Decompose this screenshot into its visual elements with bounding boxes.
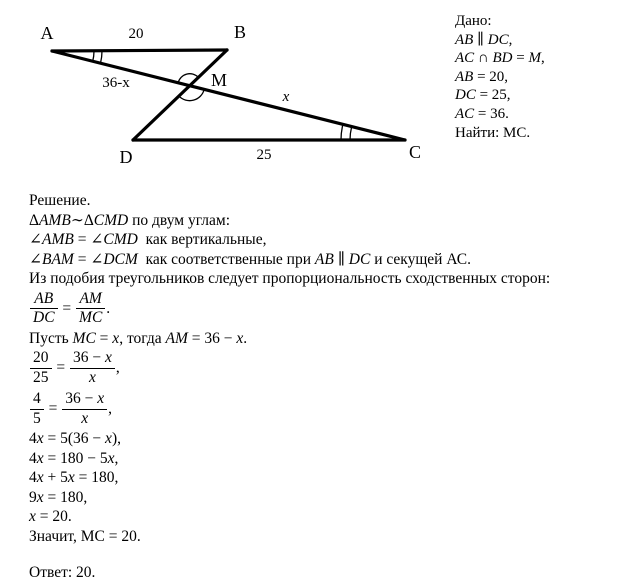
mc-length-label: x xyxy=(282,89,290,105)
ab-length-label: 20 xyxy=(128,26,144,42)
solution-block xyxy=(29,191,617,582)
answer-line: Ответ: 20. xyxy=(29,564,96,582)
angle-mark-c-arc1 xyxy=(350,127,352,140)
given-line-find: Найти: MC. xyxy=(455,124,531,141)
solution-line-let-x: Пусть MC = x, тогда AM = 36 − x. xyxy=(29,329,248,347)
solution-line-eq1: $\frac{20}{25}$ = $\frac{36 - x}{x}$ , xyxy=(29,348,617,388)
given-line-parallel: AB ∥ DC, xyxy=(455,31,513,48)
solution-line-eq6: 9x = 180, xyxy=(29,488,88,506)
segment-bd xyxy=(133,50,227,140)
solution-line-eq5: 4x + 5x = 180, xyxy=(29,469,119,487)
solution-line-eq7: x = 20. xyxy=(29,508,72,526)
given-line-intersection: AC ∩ BD = M, xyxy=(455,50,545,67)
angle-mark-c-arc2 xyxy=(341,124,343,140)
segment-ab xyxy=(52,50,227,51)
am-length-label: 36-x xyxy=(102,75,130,91)
solution-line-vertical-angles: ∠AMB = ∠CMD как вертикальные, xyxy=(29,231,267,248)
given-line-ab: AB = 20, xyxy=(455,68,509,85)
solution-line-eq2: $\frac{4}{5}$ = $\frac{36 - x}{x}$ , xyxy=(29,389,617,429)
solution-line-conclusion: Значит, MC = 20. xyxy=(29,527,141,545)
solution-line-similarity: ΔAMB∼ΔCMD по двум углам: xyxy=(29,211,230,229)
vertex-a-label: A xyxy=(40,23,54,43)
solution-line-proportion-statement: Из подобия треугольников следует пропорциональность сходственных сторон: xyxy=(29,270,551,287)
angle-mark-a-arc2 xyxy=(101,51,103,63)
given-block xyxy=(455,12,545,142)
geometry-figure xyxy=(0,0,450,185)
solution-title: Решение. xyxy=(29,192,91,209)
solution-line-eq3: 4x = 5(36 − x), xyxy=(29,430,121,448)
given-line-dc: DC = 25, xyxy=(455,87,511,104)
segment-ac xyxy=(52,51,405,140)
vertex-b-label: B xyxy=(233,22,247,42)
angle-mark-a-arc1 xyxy=(93,51,94,61)
given-title: Дано: xyxy=(455,13,492,29)
vertex-d-label: D xyxy=(119,147,133,167)
point-m-label: M xyxy=(211,70,228,90)
solution-line-proportion-fractions: $\frac{AB}{DC}$ = $\frac{AM}{MC}$ . xyxy=(29,289,617,329)
solution-line-corresponding-angles: ∠BAM = ∠DCM как соответственные при AB ∥ DC и секущей АС. xyxy=(29,250,471,268)
given-line-ac: AC = 36. xyxy=(455,105,509,122)
solution-line-eq4: 4x = 180 − 5x, xyxy=(29,449,119,467)
dc-length-label: 25 xyxy=(256,147,272,163)
vertex-c-label: C xyxy=(408,142,422,162)
